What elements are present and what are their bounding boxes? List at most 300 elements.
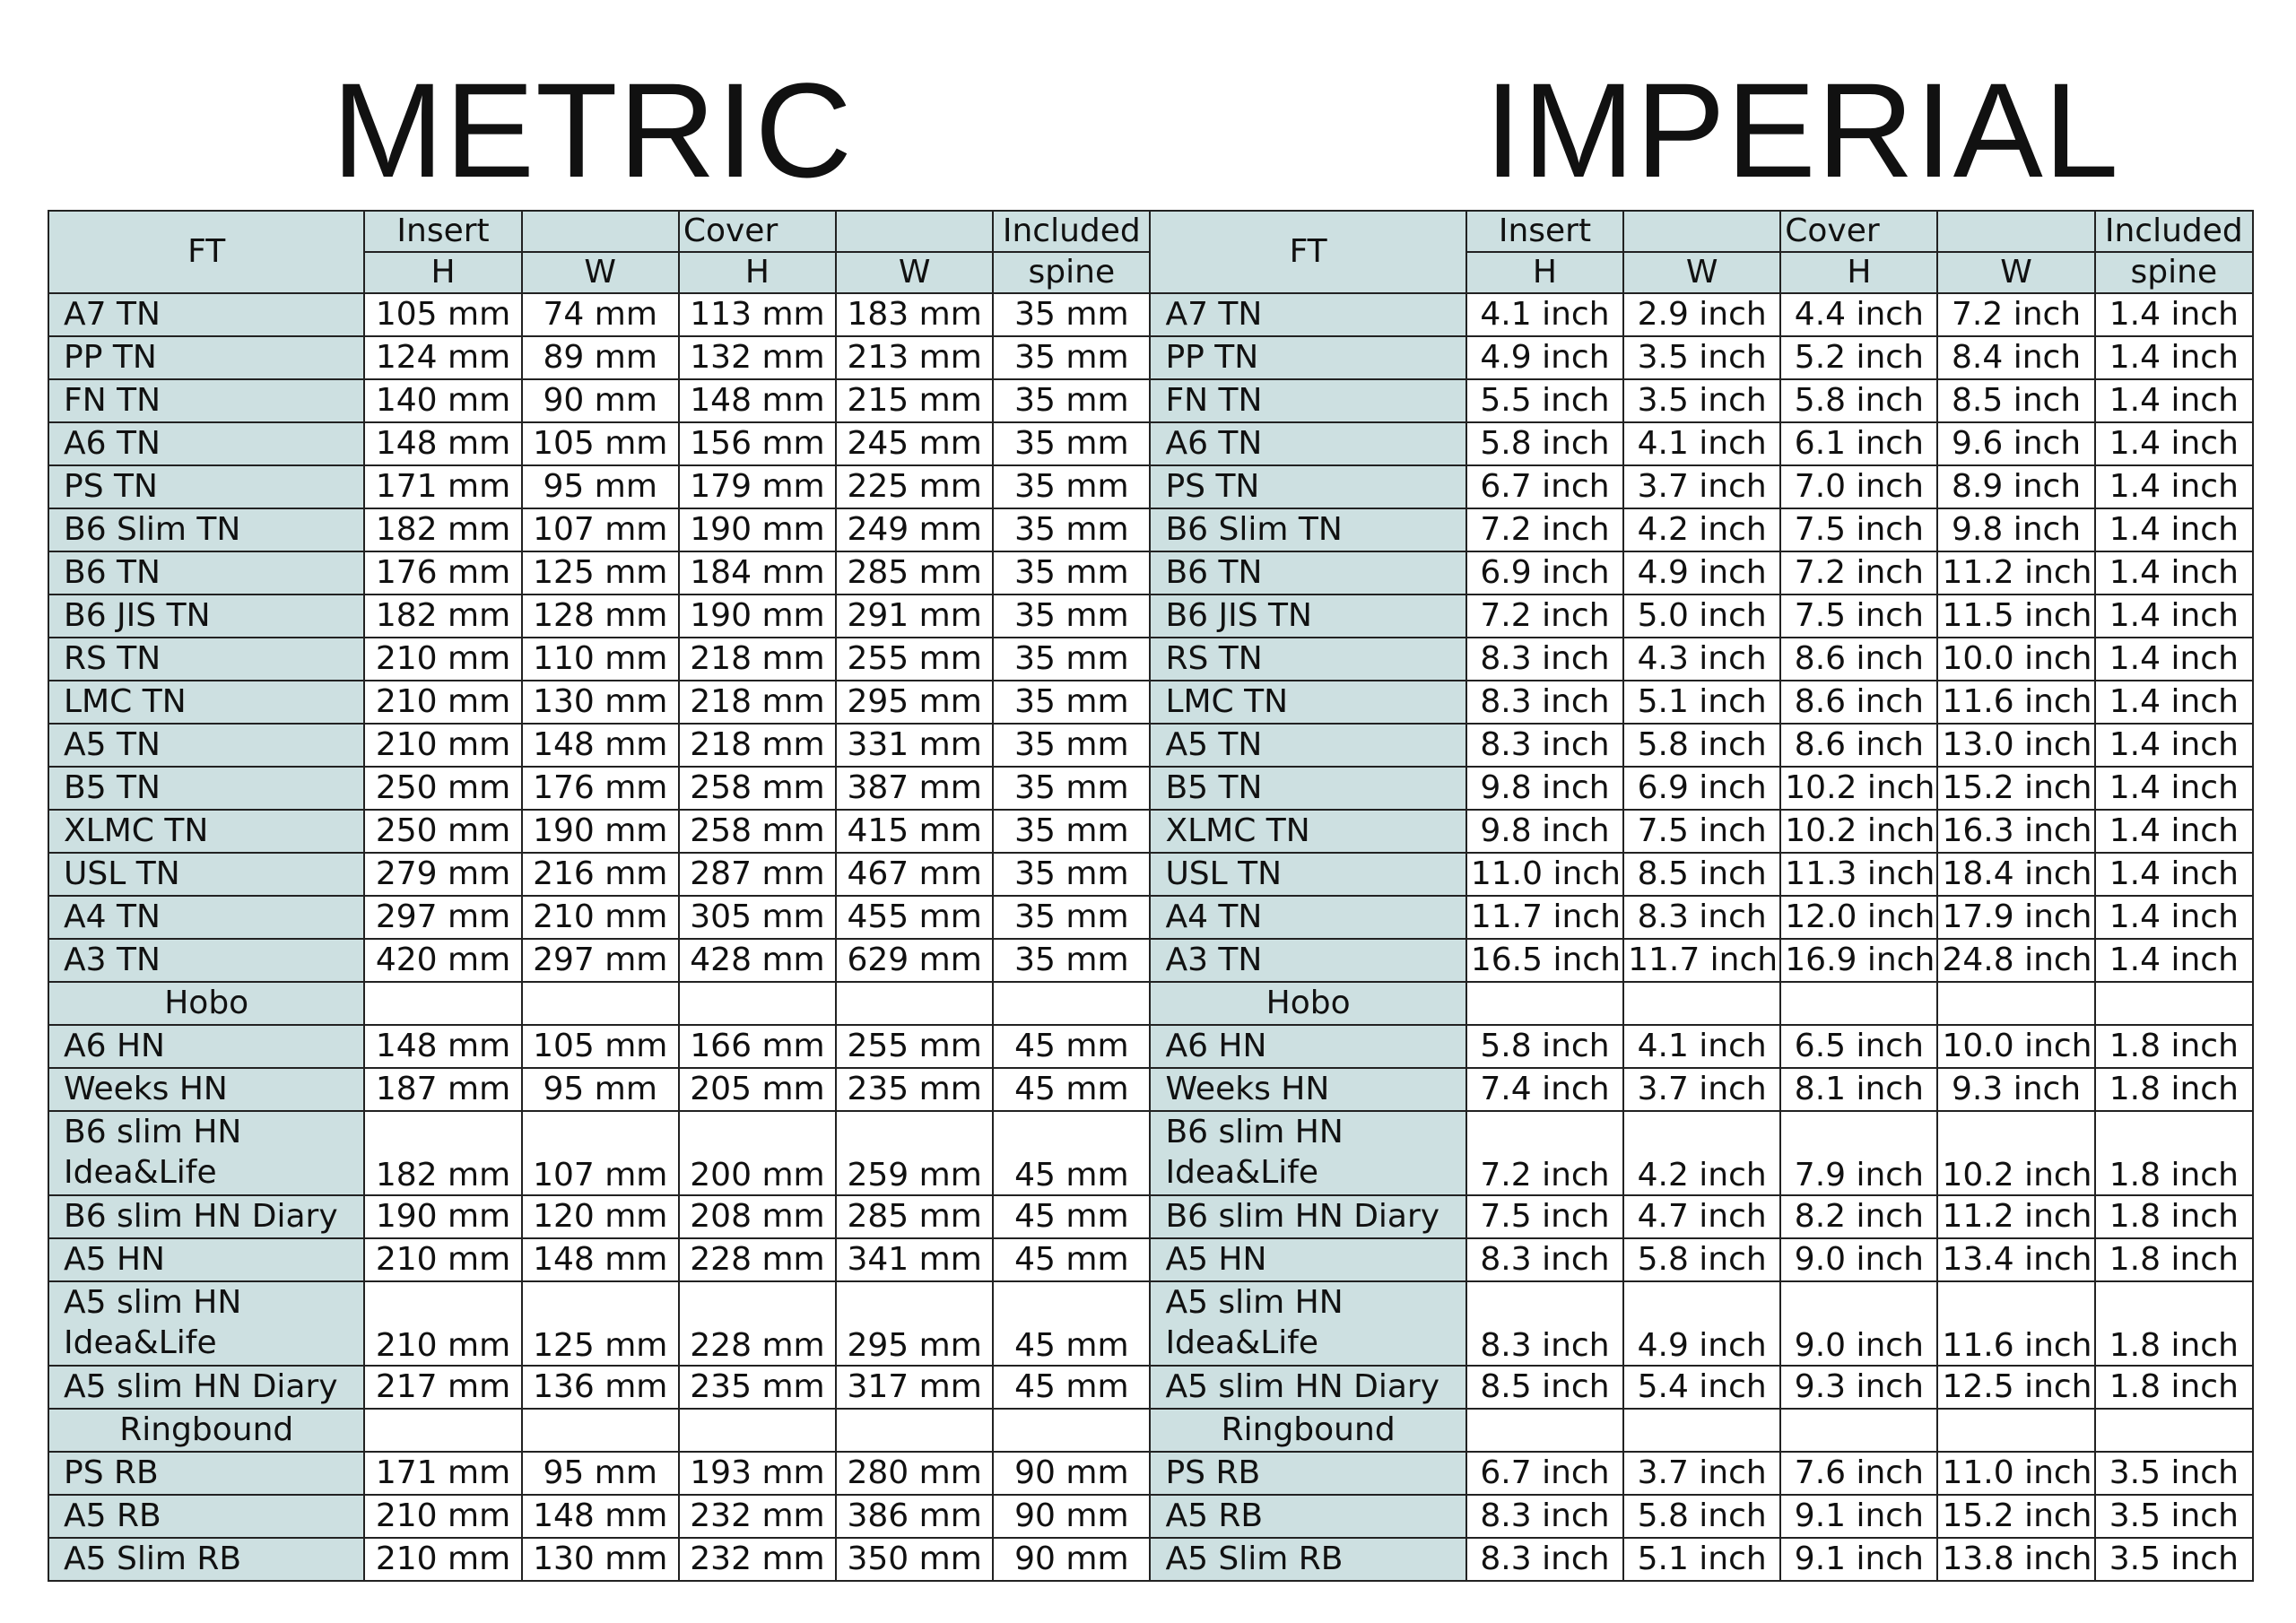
imperial-insert-h-cell: 11.7 inch bbox=[1466, 896, 1623, 939]
table-row bbox=[48, 939, 2253, 982]
imperial-ft-name: A5 slim HN Diary bbox=[1150, 1366, 1465, 1409]
metric-cover-w-cell: 280 mm bbox=[836, 1452, 993, 1495]
imperial-insert-h-cell: 7.2 inch bbox=[1466, 508, 1623, 551]
imperial-cover-w-cell: 11.2 inch bbox=[1937, 1195, 2094, 1238]
imperial-cover-h-cell: 16.9 inch bbox=[1780, 939, 1937, 982]
metric-insert-h-cell: 187 mm bbox=[364, 1068, 521, 1111]
imperial-cover-h-cell: 5.8 inch bbox=[1780, 379, 1937, 422]
table-row bbox=[48, 853, 2253, 896]
imperial-insert-h-cell: 6.7 inch bbox=[1466, 1452, 1623, 1495]
metric-insert-w-cell: 136 mm bbox=[522, 1366, 679, 1409]
imperial-insert-w-cell: 3.7 inch bbox=[1623, 1068, 1780, 1111]
imperial-cover-w-cell: 8.9 inch bbox=[1937, 465, 2094, 508]
imperial-ft-name: FN TN bbox=[1150, 379, 1465, 422]
imperial-cover-h-cell: 10.2 inch bbox=[1780, 810, 1937, 853]
metric-ft-name: B6 TN bbox=[48, 551, 364, 595]
empty-cell bbox=[522, 982, 679, 1025]
metric-cover-h-cell: 190 mm bbox=[679, 508, 836, 551]
empty-cell bbox=[836, 982, 993, 1025]
metric-cover-h-cell: 190 mm bbox=[679, 595, 836, 638]
metric-spine-cell: 35 mm bbox=[993, 379, 1150, 422]
imperial-insert-h-cell: 4.1 inch bbox=[1466, 293, 1623, 336]
imperial-ft-name: USL TN bbox=[1150, 853, 1465, 896]
imperial-insert-h-cell: 6.7 inch bbox=[1466, 465, 1623, 508]
imperial-cover-w-cell: 9.8 inch bbox=[1937, 508, 2094, 551]
metric-insert-h-cell: 420 mm bbox=[364, 939, 521, 982]
imperial-cover-w-cell: 13.4 inch bbox=[1937, 1238, 2094, 1281]
metric-insert-h-cell: 210 mm bbox=[364, 724, 521, 767]
imperial-insert-h-cell: 8.3 inch bbox=[1466, 1538, 1623, 1581]
metric-insert-w-cell: 105 mm bbox=[522, 1025, 679, 1068]
imperial-cover-h-cell: 8.6 inch bbox=[1780, 724, 1937, 767]
empty-cell bbox=[2095, 982, 2253, 1025]
imperial-insert-h-cell: 9.8 inch bbox=[1466, 810, 1623, 853]
imperial-spine-cell: 1.4 inch bbox=[2095, 681, 2253, 724]
metric-cover-h-cell: 228 mm bbox=[679, 1238, 836, 1281]
table-row bbox=[48, 422, 2253, 465]
imperial-spine-cell: 3.5 inch bbox=[2095, 1495, 2253, 1538]
imperial-insert-w-cell: 6.9 inch bbox=[1623, 767, 1780, 810]
metric-spine-cell: 45 mm bbox=[993, 1068, 1150, 1111]
imperial-cover-h-cell: 7.6 inch bbox=[1780, 1452, 1937, 1495]
ft-name-line: A5 slim HN bbox=[1165, 1284, 1344, 1321]
imperial-insert-w-cell: 3.5 inch bbox=[1623, 336, 1780, 379]
empty-cell bbox=[1937, 982, 2094, 1025]
imperial-ft-name: PS TN bbox=[1150, 465, 1465, 508]
imperial-insert-w-cell: 4.1 inch bbox=[1623, 1025, 1780, 1068]
table-row bbox=[48, 1538, 2253, 1581]
metric-cover-w-cell: 285 mm bbox=[836, 1195, 993, 1238]
metric-cover-w-cell: 255 mm bbox=[836, 1025, 993, 1068]
empty-cell bbox=[993, 1409, 1150, 1452]
imperial-insert-w-cell: 8.5 inch bbox=[1623, 853, 1780, 896]
metric-cover-h-cell: 218 mm bbox=[679, 681, 836, 724]
imperial-spine-cell: 3.5 inch bbox=[2095, 1452, 2253, 1495]
imperial-insert-h-cell: 8.3 inch bbox=[1466, 638, 1623, 681]
metric-spine-cell: 35 mm bbox=[993, 422, 1150, 465]
imperial-cover-w-cell: 18.4 inch bbox=[1937, 853, 2094, 896]
imperial-insert-h-cell: 8.5 inch bbox=[1466, 1366, 1623, 1409]
metric-spine-cell: 35 mm bbox=[993, 939, 1150, 982]
metric-cover-w-cell: 255 mm bbox=[836, 638, 993, 681]
imperial-spine-cell: 1.4 inch bbox=[2095, 939, 2253, 982]
imperial-ft-name: A5 TN bbox=[1150, 724, 1465, 767]
section-row-ringbound bbox=[48, 1409, 2253, 1452]
metric-spine-cell: 35 mm bbox=[993, 293, 1150, 336]
imperial-cover-w-header: W bbox=[1937, 252, 2094, 293]
metric-insert-h-cell: 190 mm bbox=[364, 1195, 521, 1238]
empty-cell bbox=[1466, 1409, 1623, 1452]
metric-cover-h-cell: 200 mm bbox=[679, 1111, 836, 1195]
metric-cover-h-cell: 232 mm bbox=[679, 1495, 836, 1538]
imperial-insert-w-cell: 4.7 inch bbox=[1623, 1195, 1780, 1238]
metric-cover-w-cell: 215 mm bbox=[836, 379, 993, 422]
metric-insert-w-cell: 148 mm bbox=[522, 724, 679, 767]
metric-cover-w-cell: 455 mm bbox=[836, 896, 993, 939]
metric-ft-name: LMC TN bbox=[48, 681, 364, 724]
metric-insert-w-cell: 148 mm bbox=[522, 1238, 679, 1281]
imperial-insert-w-cell: 3.7 inch bbox=[1623, 1452, 1780, 1495]
imperial-spine-cell: 3.5 inch bbox=[2095, 1538, 2253, 1581]
imperial-insert-h-header: H bbox=[1466, 252, 1623, 293]
imperial-insert-w-cell: 11.7 inch bbox=[1623, 939, 1780, 982]
header-spacer bbox=[522, 211, 679, 252]
metric-cover-w-cell: 225 mm bbox=[836, 465, 993, 508]
imperial-ft-name: B6 TN bbox=[1150, 551, 1465, 595]
table-row bbox=[48, 465, 2253, 508]
metric-cover-h-cell: 428 mm bbox=[679, 939, 836, 982]
metric-insert-w-cell: 120 mm bbox=[522, 1195, 679, 1238]
imperial-cover-h-cell: 7.5 inch bbox=[1780, 508, 1937, 551]
metric-spine-cell: 45 mm bbox=[993, 1366, 1150, 1409]
empty-cell bbox=[522, 1409, 679, 1452]
table-row bbox=[48, 681, 2253, 724]
imperial-ft-name: B6 slim HN Diary bbox=[1150, 1195, 1465, 1238]
imperial-spine-cell: 1.4 inch bbox=[2095, 724, 2253, 767]
imperial-insert-w-cell: 2.9 inch bbox=[1623, 293, 1780, 336]
metric-insert-h-cell: 210 mm bbox=[364, 1238, 521, 1281]
metric-insert-w-cell: 107 mm bbox=[522, 1111, 679, 1195]
metric-ft-name: USL TN bbox=[48, 853, 364, 896]
imperial-ft-name: B6 JIS TN bbox=[1150, 595, 1465, 638]
imperial-spine-cell: 1.8 inch bbox=[2095, 1281, 2253, 1366]
metric-spine-cell: 45 mm bbox=[993, 1238, 1150, 1281]
metric-ft-name: B6 slim HN Diary bbox=[48, 1195, 364, 1238]
metric-insert-w-cell: 148 mm bbox=[522, 1495, 679, 1538]
imperial-insert-w-cell: 5.8 inch bbox=[1623, 724, 1780, 767]
metric-cover-h-cell: 305 mm bbox=[679, 896, 836, 939]
imperial-cover-h-cell: 4.4 inch bbox=[1780, 293, 1937, 336]
imperial-insert-w-cell: 7.5 inch bbox=[1623, 810, 1780, 853]
imperial-spine-cell: 1.8 inch bbox=[2095, 1068, 2253, 1111]
table-row bbox=[48, 1068, 2253, 1111]
imperial-insert-header: Insert bbox=[1466, 211, 1623, 252]
imperial-spine-cell: 1.8 inch bbox=[2095, 1111, 2253, 1195]
imperial-cover-w-cell: 15.2 inch bbox=[1937, 1495, 2094, 1538]
imperial-cover-w-cell: 9.3 inch bbox=[1937, 1068, 2094, 1111]
imperial-spine-cell: 1.4 inch bbox=[2095, 336, 2253, 379]
metric-insert-w-cell: 216 mm bbox=[522, 853, 679, 896]
imperial-spine-cell: 1.4 inch bbox=[2095, 767, 2253, 810]
metric-cover-h-cell: 156 mm bbox=[679, 422, 836, 465]
imperial-ft-name: A4 TN bbox=[1150, 896, 1465, 939]
metric-cover-w-cell: 259 mm bbox=[836, 1111, 993, 1195]
metric-spine-cell: 45 mm bbox=[993, 1025, 1150, 1068]
imperial-spine-cell: 1.4 inch bbox=[2095, 595, 2253, 638]
metric-cover-w-cell: 295 mm bbox=[836, 1281, 993, 1366]
metric-spine-cell: 45 mm bbox=[993, 1195, 1150, 1238]
imperial-insert-w-cell: 5.8 inch bbox=[1623, 1495, 1780, 1538]
metric-ft-name: B6 JIS TN bbox=[48, 595, 364, 638]
imperial-cover-h-cell: 6.1 inch bbox=[1780, 422, 1937, 465]
metric-insert-w-cell: 95 mm bbox=[522, 1452, 679, 1495]
imperial-cover-w-cell: 7.2 inch bbox=[1937, 293, 2094, 336]
metric-spine-header: spine bbox=[993, 252, 1150, 293]
imperial-insert-h-cell: 6.9 inch bbox=[1466, 551, 1623, 595]
metric-insert-h-cell: 182 mm bbox=[364, 595, 521, 638]
metric-included-header: Included bbox=[993, 211, 1150, 252]
imperial-cover-w-cell: 11.5 inch bbox=[1937, 595, 2094, 638]
empty-cell bbox=[2095, 1409, 2253, 1452]
table-row bbox=[48, 1238, 2253, 1281]
imperial-ft-name: RS TN bbox=[1150, 638, 1465, 681]
metric-insert-h-cell: 217 mm bbox=[364, 1366, 521, 1409]
imperial-cover-w-cell: 10.2 inch bbox=[1937, 1111, 2094, 1195]
empty-cell bbox=[1780, 982, 1937, 1025]
metric-insert-w-cell: 130 mm bbox=[522, 681, 679, 724]
metric-spine-cell: 35 mm bbox=[993, 595, 1150, 638]
metric-cover-w-header: W bbox=[836, 252, 993, 293]
metric-spine-cell: 35 mm bbox=[993, 508, 1150, 551]
imperial-insert-h-cell: 8.3 inch bbox=[1466, 1495, 1623, 1538]
imperial-cover-w-cell: 8.4 inch bbox=[1937, 336, 2094, 379]
metric-ft-name: A3 TN bbox=[48, 939, 364, 982]
table-row bbox=[48, 1452, 2253, 1495]
metric-spine-cell: 35 mm bbox=[993, 681, 1150, 724]
metric-insert-h-cell: 210 mm bbox=[364, 1538, 521, 1581]
imperial-cover-w-cell: 8.5 inch bbox=[1937, 379, 2094, 422]
metric-insert-w-cell: 105 mm bbox=[522, 422, 679, 465]
imperial-ft-name bbox=[1150, 1281, 1465, 1366]
empty-cell bbox=[679, 1409, 836, 1452]
metric-insert-w-cell: 95 mm bbox=[522, 1068, 679, 1111]
metric-ft-name: A6 HN bbox=[48, 1025, 364, 1068]
metric-insert-h-cell: 148 mm bbox=[364, 1025, 521, 1068]
imperial-insert-w-cell: 4.3 inch bbox=[1623, 638, 1780, 681]
metric-ft-name: PS RB bbox=[48, 1452, 364, 1495]
empty-cell bbox=[836, 1409, 993, 1452]
empty-cell bbox=[364, 982, 521, 1025]
metric-spine-cell: 45 mm bbox=[993, 1111, 1150, 1195]
imperial-spine-cell: 1.8 inch bbox=[2095, 1238, 2253, 1281]
table-row bbox=[48, 1281, 2253, 1366]
section-row-hobo bbox=[48, 982, 2253, 1025]
metric-cover-w-cell: 295 mm bbox=[836, 681, 993, 724]
imperial-ft-name: A5 RB bbox=[1150, 1495, 1465, 1538]
metric-ft-name: A5 slim HN Diary bbox=[48, 1366, 364, 1409]
table-row bbox=[48, 1366, 2253, 1409]
ft-name-line: Idea&Life bbox=[1165, 1324, 1319, 1361]
metric-section-label-hobo: Hobo bbox=[48, 982, 364, 1025]
metric-insert-h-cell: 124 mm bbox=[364, 336, 521, 379]
imperial-ft-name: A5 HN bbox=[1150, 1238, 1465, 1281]
empty-cell bbox=[1937, 1409, 2094, 1452]
imperial-insert-h-cell: 8.3 inch bbox=[1466, 724, 1623, 767]
imperial-insert-h-cell: 5.8 inch bbox=[1466, 1025, 1623, 1068]
metric-insert-w-cell: 74 mm bbox=[522, 293, 679, 336]
metric-cover-h-cell: 193 mm bbox=[679, 1452, 836, 1495]
metric-ft-name: A4 TN bbox=[48, 896, 364, 939]
imperial-cover-w-cell: 16.3 inch bbox=[1937, 810, 2094, 853]
empty-cell bbox=[1466, 982, 1623, 1025]
imperial-ft-name: LMC TN bbox=[1150, 681, 1465, 724]
metric-insert-h-cell: 171 mm bbox=[364, 465, 521, 508]
metric-insert-h-cell: 171 mm bbox=[364, 1452, 521, 1495]
metric-cover-h-cell: 148 mm bbox=[679, 379, 836, 422]
table-row bbox=[48, 1195, 2253, 1238]
metric-spine-cell: 35 mm bbox=[993, 767, 1150, 810]
metric-insert-h-header: H bbox=[364, 252, 521, 293]
metric-spine-cell: 90 mm bbox=[993, 1538, 1150, 1581]
metric-ft-name: PS TN bbox=[48, 465, 364, 508]
metric-cover-w-cell: 183 mm bbox=[836, 293, 993, 336]
imperial-ft-name: PS RB bbox=[1150, 1452, 1465, 1495]
imperial-insert-h-cell: 8.3 inch bbox=[1466, 681, 1623, 724]
metric-insert-w-cell: 107 mm bbox=[522, 508, 679, 551]
metric-ft-name: FN TN bbox=[48, 379, 364, 422]
imperial-ft-name: A6 TN bbox=[1150, 422, 1465, 465]
empty-cell bbox=[1623, 982, 1780, 1025]
ft-name-line: Idea&Life bbox=[64, 1324, 217, 1361]
imperial-cover-h-cell: 9.0 inch bbox=[1780, 1281, 1937, 1366]
metric-cover-h-cell: 235 mm bbox=[679, 1366, 836, 1409]
metric-insert-w-cell: 89 mm bbox=[522, 336, 679, 379]
metric-cover-h-cell: 166 mm bbox=[679, 1025, 836, 1068]
imperial-spine-cell: 1.4 inch bbox=[2095, 422, 2253, 465]
imperial-insert-h-cell: 7.4 inch bbox=[1466, 1068, 1623, 1111]
header-spacer bbox=[1623, 211, 1780, 252]
metric-cover-w-cell: 249 mm bbox=[836, 508, 993, 551]
imperial-cover-w-cell: 9.6 inch bbox=[1937, 422, 2094, 465]
imperial-insert-w-header: W bbox=[1623, 252, 1780, 293]
imperial-insert-w-cell: 3.7 inch bbox=[1623, 465, 1780, 508]
imperial-cover-w-cell: 11.6 inch bbox=[1937, 1281, 2094, 1366]
imperial-insert-w-cell: 4.9 inch bbox=[1623, 551, 1780, 595]
metric-insert-h-cell: 210 mm bbox=[364, 681, 521, 724]
imperial-cover-h-cell: 8.1 inch bbox=[1780, 1068, 1937, 1111]
metric-cover-w-cell: 213 mm bbox=[836, 336, 993, 379]
imperial-cover-w-cell: 13.0 inch bbox=[1937, 724, 2094, 767]
header-row-top bbox=[48, 211, 2253, 252]
metric-cover-header: Cover bbox=[679, 211, 836, 252]
imperial-cover-w-cell: 10.0 inch bbox=[1937, 638, 2094, 681]
imperial-spine-cell: 1.4 inch bbox=[2095, 551, 2253, 595]
metric-spine-cell: 35 mm bbox=[993, 853, 1150, 896]
empty-cell bbox=[993, 982, 1150, 1025]
imperial-cover-w-cell: 17.9 inch bbox=[1937, 896, 2094, 939]
metric-cover-w-cell: 415 mm bbox=[836, 810, 993, 853]
imperial-cover-h-cell: 8.6 inch bbox=[1780, 681, 1937, 724]
imperial-cover-w-cell: 11.2 inch bbox=[1937, 551, 2094, 595]
metric-ft-name: B6 Slim TN bbox=[48, 508, 364, 551]
imperial-cover-h-cell: 9.1 inch bbox=[1780, 1538, 1937, 1581]
imperial-insert-h-cell: 5.8 inch bbox=[1466, 422, 1623, 465]
header-spacer bbox=[836, 211, 993, 252]
imperial-ft-header: FT bbox=[1150, 211, 1465, 293]
metric-insert-h-cell: 148 mm bbox=[364, 422, 521, 465]
metric-cover-w-cell: 285 mm bbox=[836, 551, 993, 595]
imperial-cover-h-cell: 8.6 inch bbox=[1780, 638, 1937, 681]
metric-cover-w-cell: 629 mm bbox=[836, 939, 993, 982]
imperial-ft-name: XLMC TN bbox=[1150, 810, 1465, 853]
metric-insert-w-cell: 210 mm bbox=[522, 896, 679, 939]
metric-insert-w-cell: 125 mm bbox=[522, 551, 679, 595]
imperial-cover-w-cell: 15.2 inch bbox=[1937, 767, 2094, 810]
imperial-spine-cell: 1.4 inch bbox=[2095, 508, 2253, 551]
imperial-insert-w-cell: 5.0 inch bbox=[1623, 595, 1780, 638]
metric-cover-h-cell: 287 mm bbox=[679, 853, 836, 896]
imperial-cover-h-cell: 7.5 inch bbox=[1780, 595, 1937, 638]
metric-cover-w-cell: 350 mm bbox=[836, 1538, 993, 1581]
imperial-cover-h-header: H bbox=[1780, 252, 1937, 293]
metric-insert-w-cell: 176 mm bbox=[522, 767, 679, 810]
metric-cover-h-cell: 218 mm bbox=[679, 638, 836, 681]
table-row bbox=[48, 810, 2253, 853]
metric-insert-h-cell: 210 mm bbox=[364, 1281, 521, 1366]
metric-insert-h-cell: 250 mm bbox=[364, 810, 521, 853]
metric-cover-h-cell: 218 mm bbox=[679, 724, 836, 767]
metric-ft-name: Weeks HN bbox=[48, 1068, 364, 1111]
imperial-cover-h-cell: 7.2 inch bbox=[1780, 551, 1937, 595]
metric-ft-name: B5 TN bbox=[48, 767, 364, 810]
ft-name-line: B6 slim HN bbox=[64, 1114, 242, 1150]
imperial-spine-header: spine bbox=[2095, 252, 2253, 293]
imperial-insert-w-cell: 5.1 inch bbox=[1623, 1538, 1780, 1581]
ft-name-line: A5 slim HN bbox=[64, 1284, 242, 1321]
size-chart-body bbox=[48, 211, 2253, 1581]
metric-insert-w-cell: 110 mm bbox=[522, 638, 679, 681]
metric-ft-name: A6 TN bbox=[48, 422, 364, 465]
metric-cover-w-cell: 467 mm bbox=[836, 853, 993, 896]
imperial-insert-w-cell: 5.8 inch bbox=[1623, 1238, 1780, 1281]
metric-insert-w-cell: 90 mm bbox=[522, 379, 679, 422]
metric-insert-h-cell: 210 mm bbox=[364, 638, 521, 681]
imperial-cover-h-cell: 9.0 inch bbox=[1780, 1238, 1937, 1281]
imperial-cover-w-cell: 13.8 inch bbox=[1937, 1538, 2094, 1581]
metric-insert-h-cell: 250 mm bbox=[364, 767, 521, 810]
metric-cover-h-cell: 258 mm bbox=[679, 767, 836, 810]
metric-cover-w-cell: 317 mm bbox=[836, 1366, 993, 1409]
metric-ft-name: A5 Slim RB bbox=[48, 1538, 364, 1581]
imperial-insert-w-cell: 4.1 inch bbox=[1623, 422, 1780, 465]
metric-spine-cell: 35 mm bbox=[993, 465, 1150, 508]
imperial-spine-cell: 1.4 inch bbox=[2095, 293, 2253, 336]
metric-spine-cell: 35 mm bbox=[993, 638, 1150, 681]
metric-ft-name: RS TN bbox=[48, 638, 364, 681]
metric-cover-w-cell: 245 mm bbox=[836, 422, 993, 465]
table-row bbox=[48, 293, 2253, 336]
imperial-cover-h-cell: 9.3 inch bbox=[1780, 1366, 1937, 1409]
metric-spine-cell: 45 mm bbox=[993, 1281, 1150, 1366]
metric-insert-w-header: W bbox=[522, 252, 679, 293]
imperial-insert-h-cell: 11.0 inch bbox=[1466, 853, 1623, 896]
imperial-cover-w-cell: 11.0 inch bbox=[1937, 1452, 2094, 1495]
imperial-insert-w-cell: 8.3 inch bbox=[1623, 896, 1780, 939]
imperial-cover-h-cell: 8.2 inch bbox=[1780, 1195, 1937, 1238]
table-row bbox=[48, 551, 2253, 595]
imperial-ft-name: A6 HN bbox=[1150, 1025, 1465, 1068]
size-chart-table bbox=[48, 210, 2254, 1582]
metric-section-label-ringbound: Ringbound bbox=[48, 1409, 364, 1452]
metric-spine-cell: 35 mm bbox=[993, 896, 1150, 939]
metric-cover-w-cell: 341 mm bbox=[836, 1238, 993, 1281]
table-row bbox=[48, 379, 2253, 422]
imperial-spine-cell: 1.8 inch bbox=[2095, 1195, 2253, 1238]
metric-insert-h-cell: 297 mm bbox=[364, 896, 521, 939]
imperial-cover-h-cell: 12.0 inch bbox=[1780, 896, 1937, 939]
imperial-ft-name: B5 TN bbox=[1150, 767, 1465, 810]
imperial-cover-h-cell: 9.1 inch bbox=[1780, 1495, 1937, 1538]
imperial-included-header: Included bbox=[2095, 211, 2253, 252]
imperial-insert-w-cell: 4.2 inch bbox=[1623, 1111, 1780, 1195]
imperial-spine-cell: 1.4 inch bbox=[2095, 896, 2253, 939]
imperial-spine-cell: 1.4 inch bbox=[2095, 853, 2253, 896]
metric-spine-cell: 35 mm bbox=[993, 336, 1150, 379]
table-row bbox=[48, 896, 2253, 939]
imperial-cover-w-cell: 11.6 inch bbox=[1937, 681, 2094, 724]
metric-spine-cell: 35 mm bbox=[993, 810, 1150, 853]
metric-insert-h-cell: 105 mm bbox=[364, 293, 521, 336]
